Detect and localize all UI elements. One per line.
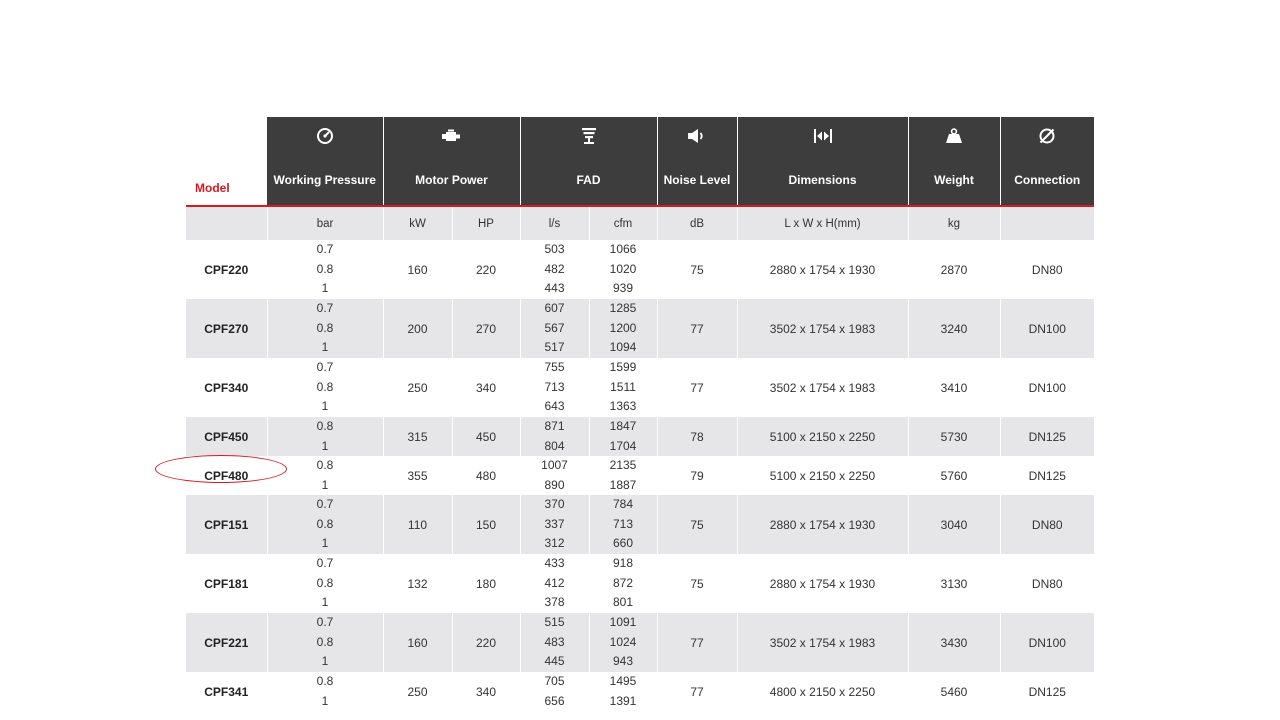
model-cell: CPF340: [204, 380, 249, 395]
fad-ls-cell-value: 503: [544, 242, 565, 257]
fad-ls-cell-value: 1007: [541, 458, 568, 472]
fad-ls-cell: [520, 495, 589, 554]
motor-kw-cell: 315: [383, 417, 452, 456]
pressure-cell-value: 0.7: [316, 497, 334, 512]
fad-ls-cell-value: 370: [544, 497, 565, 512]
fad-ls-cell: [520, 554, 589, 613]
pressure-cell: [267, 672, 383, 711]
motor-kw-cell: 355: [383, 456, 452, 495]
table-row: [186, 240, 1094, 299]
motor-kw-cell: 160: [383, 240, 452, 299]
motor-kw-cell: 200: [383, 299, 452, 358]
noise-cell: 77: [657, 672, 737, 711]
fad-ls-cell: [520, 358, 589, 417]
pressure-cell-value: 0.8: [316, 379, 334, 394]
pressure-cell-value: 1: [321, 438, 329, 453]
fad-ls-cell-value: 755: [544, 360, 565, 375]
weight-cell: 3410: [908, 358, 1000, 417]
pressure-cell: [267, 456, 383, 495]
table-row: [186, 456, 1094, 495]
header-label-row: [186, 155, 1094, 206]
connection-cell: DN100: [1000, 613, 1094, 672]
motor-icon: [383, 117, 520, 155]
fad-cfm-cell: [589, 240, 657, 299]
noise-cell: 75: [657, 554, 737, 613]
model-cell: CPF450: [186, 417, 267, 456]
motor-hp-cell: 450: [452, 417, 520, 456]
fad-ls-cell-value: 483: [544, 634, 565, 649]
pressure-cell-value: 1: [321, 399, 329, 414]
weight-cell: 3240: [908, 299, 1000, 358]
pressure-cell: [267, 358, 383, 417]
model-cell: CPF181: [204, 576, 249, 591]
noise-cell: 78: [657, 417, 737, 456]
fad-cfm-cell: [589, 299, 657, 358]
fad-ls-cell-value: 705: [544, 674, 565, 688]
table-row: [186, 495, 1094, 554]
motor-hp-cell: 220: [452, 240, 520, 299]
pressure-cell-value: 1: [321, 477, 329, 492]
fad-cfm-cell-value: 784: [612, 497, 634, 512]
fad-cfm-cell-value: 1020: [609, 261, 637, 276]
pressure-cell-value: 0.8: [316, 320, 334, 335]
dimensions-cell: 3502 x 1754 x 1983: [737, 299, 908, 358]
fad-ls-cell-value: 433: [544, 556, 565, 571]
fad-cfm-cell-value: 918: [612, 556, 634, 571]
dimensions-header: Dimensions: [737, 155, 908, 206]
dimensions-cell: 2880 x 1754 x 1930: [737, 495, 908, 554]
icon-row-spacer: [186, 117, 267, 155]
noise-cell: 77: [657, 613, 737, 672]
table-body: [186, 240, 1094, 711]
motor-hp-cell: 270: [452, 299, 520, 358]
connection-cell: DN125: [1000, 417, 1094, 456]
fad-cfm-cell: [589, 358, 657, 417]
fad-cfm-cell: [589, 417, 657, 456]
table-row: [186, 417, 1094, 456]
fad-ls-cell-value: 412: [544, 575, 565, 590]
dimensions-cell: 3502 x 1754 x 1983: [737, 613, 908, 672]
fad-cfm-cell-value: 1200: [609, 320, 637, 335]
fad-ls-cell-value: 337: [544, 516, 565, 531]
fad-cfm-cell: [589, 495, 657, 554]
motor-hp-cell: 220: [452, 613, 520, 672]
noise-cell: 75: [657, 495, 737, 554]
pressure-cell: [267, 240, 383, 299]
fad-cfm-cell-value: 1066: [609, 242, 637, 257]
connection-cell: DN80: [1000, 495, 1094, 554]
fad-cfm-cell-value: 1847: [609, 419, 637, 433]
weight-icon: [908, 117, 1000, 155]
connection-cell: DN100: [1000, 299, 1094, 358]
unit-motor-kw: kW: [383, 206, 452, 240]
fad-ls-cell: [520, 613, 589, 672]
spec-table: [186, 117, 1094, 711]
speaker-icon: [657, 117, 737, 155]
dimensions-cell: 3502 x 1754 x 1983: [737, 358, 908, 417]
fad-ls-cell-value: 515: [544, 615, 565, 630]
units-row: [186, 206, 1094, 240]
connection-header: Connection: [1000, 155, 1094, 206]
pressure-cell-value: 0.8: [316, 419, 334, 433]
fad-ls-cell: [520, 417, 589, 456]
diameter-icon: [1000, 117, 1094, 155]
fad-cfm-cell: [589, 672, 657, 711]
fad-ls-cell-value: 443: [544, 281, 565, 296]
pressure-cell-value: 1: [321, 693, 329, 708]
fad-cfm-cell-value: 1704: [609, 438, 637, 453]
unit-pressure: bar: [267, 206, 383, 240]
motor-hp-cell: 340: [452, 672, 520, 711]
fad-header: FAD: [520, 155, 657, 206]
pressure-cell-value: 0.8: [316, 575, 334, 590]
pressure-cell: [267, 495, 383, 554]
fad-cfm-cell-value: 943: [612, 654, 634, 669]
weight-cell: 3430: [908, 613, 1000, 672]
pressure-cell-value: 1: [321, 536, 329, 551]
unit-motor-hp: HP: [452, 206, 520, 240]
pressure-cell-value: 0.7: [316, 242, 334, 257]
motor-kw-cell: 250: [383, 358, 452, 417]
noise-cell: 75: [657, 240, 737, 299]
fad-ls-cell: [520, 456, 589, 495]
pressure-cell-value: 0.7: [316, 360, 334, 375]
fad-ls-cell-value: 643: [544, 399, 565, 414]
dimensions-icon: [737, 117, 908, 155]
model-cell: CPF151: [186, 495, 267, 554]
connection-cell: DN80: [1000, 554, 1094, 613]
fad-cfm-cell-value: 1285: [609, 301, 637, 316]
fad-ls-cell-value: 567: [544, 320, 565, 335]
fad-cfm-cell: [589, 613, 657, 672]
fad-ls-cell-value: 378: [544, 595, 565, 610]
pressure-cell-value: 0.7: [316, 301, 334, 316]
model-cell: CPF480: [204, 468, 249, 483]
table-row: [186, 672, 1094, 711]
fad-ls-cell-value: 871: [544, 419, 565, 433]
fad-cfm-cell-value: 1363: [609, 399, 637, 414]
pressure-cell-value: 0.7: [316, 556, 334, 571]
noise-cell: 77: [657, 358, 737, 417]
noise-cell: 79: [657, 456, 737, 495]
pressure-cell: [267, 613, 383, 672]
table-row: [186, 554, 1094, 613]
pressure-cell-value: 0.8: [316, 458, 334, 472]
fad-cfm-cell-value: 1391: [609, 693, 637, 708]
icon-row: [186, 117, 1094, 155]
connection-cell: DN100: [1000, 358, 1094, 417]
pressure-cell-value: 0.8: [316, 634, 334, 649]
dimensions-cell: 5100 x 2150 x 2250: [737, 417, 908, 456]
noise-cell: 77: [657, 299, 737, 358]
fad-ls-cell: [520, 240, 589, 299]
fad-ls-cell-value: 656: [544, 693, 565, 708]
dimensions-cell: 5100 x 2150 x 2250: [737, 456, 908, 495]
gauge-icon: [267, 117, 383, 155]
fad-ls-cell: [520, 299, 589, 358]
motor-kw-cell: 160: [383, 613, 452, 672]
fad-ls-cell-value: 804: [544, 438, 565, 453]
table-row: [186, 613, 1094, 672]
fad-cfm-cell-value: 713: [612, 516, 634, 531]
pressure-cell-value: 1: [321, 340, 329, 355]
connection-cell: DN80: [1000, 240, 1094, 299]
table-row: [186, 358, 1094, 417]
connection-cell: DN125: [1000, 456, 1094, 495]
model-column-header: Model: [186, 155, 267, 206]
pressure-cell-value: 1: [321, 281, 329, 296]
fad-cfm-cell-value: 1887: [609, 477, 637, 492]
table-row: [186, 299, 1094, 358]
unit-weight: kg: [908, 206, 1000, 240]
model-cell: CPF221: [186, 613, 267, 672]
motor-hp-cell: 150: [452, 495, 520, 554]
unit-fad-ls: l/s: [520, 206, 589, 240]
fad-ls-cell-value: 312: [544, 536, 565, 551]
fad-cfm-cell-value: 1495: [609, 674, 637, 688]
weight-cell: 3130: [908, 554, 1000, 613]
fad-cfm-cell-value: 1599: [609, 360, 637, 375]
pressure-cell-value: 1: [321, 654, 329, 669]
fad-cfm-cell-value: 801: [612, 595, 634, 610]
weight-cell: 5730: [908, 417, 1000, 456]
weight-cell: 5760: [908, 456, 1000, 495]
connection-cell: DN125: [1000, 672, 1094, 711]
weight-header: Weight: [908, 155, 1000, 206]
unit-model-blank: [186, 206, 267, 240]
pressure-cell-value: 0.8: [316, 516, 334, 531]
fad-ls-cell-value: 890: [544, 477, 565, 492]
pressure-cell-value: 0.8: [316, 261, 334, 276]
fad-cfm-cell-value: 2135: [609, 458, 637, 472]
fad-ls-cell-value: 482: [544, 261, 565, 276]
fad-cfm-cell-value: 872: [612, 575, 634, 590]
pressure-cell: [267, 299, 383, 358]
pressure-cell-value: 0.7: [316, 615, 334, 630]
fad-cfm-cell-value: 660: [612, 536, 634, 551]
motor-hp-cell: 480: [452, 456, 520, 495]
model-cell: CPF220: [204, 262, 249, 277]
dimensions-cell: 2880 x 1754 x 1930: [737, 240, 908, 299]
fad-cfm-cell-value: 1091: [609, 615, 637, 630]
airflow-icon: [520, 117, 657, 155]
unit-noise: dB: [657, 206, 737, 240]
weight-cell: 3040: [908, 495, 1000, 554]
motor-hp-cell: 180: [452, 554, 520, 613]
motor-power-header: Motor Power: [383, 155, 520, 206]
motor-kw-cell: 132: [383, 554, 452, 613]
pressure-cell: [267, 417, 383, 456]
fad-ls-cell-value: 713: [544, 379, 565, 394]
working-pressure-header: Working Pressure: [267, 155, 383, 206]
weight-cell: 2870: [908, 240, 1000, 299]
fad-cfm-cell-value: 1511: [610, 379, 636, 394]
fad-cfm-cell-value: 1094: [609, 340, 637, 355]
fad-cfm-cell: [589, 554, 657, 613]
fad-cfm-cell-value: 1024: [609, 634, 637, 649]
unit-fad-cfm: cfm: [589, 206, 657, 240]
model-cell: CPF270: [186, 299, 267, 358]
fad-ls-cell-value: 607: [544, 301, 565, 316]
dimensions-cell: 2880 x 1754 x 1930: [737, 554, 908, 613]
pressure-cell-value: 1: [321, 595, 329, 610]
weight-cell: 5460: [908, 672, 1000, 711]
fad-ls-cell: [520, 672, 589, 711]
fad-cfm-cell-value: 939: [612, 281, 634, 296]
unit-dimensions: L x W x H(mm): [737, 206, 908, 240]
model-cell: CPF341: [204, 684, 249, 699]
noise-level-header: Noise Level: [657, 155, 737, 206]
motor-hp-cell: 340: [452, 358, 520, 417]
pressure-cell: [267, 554, 383, 613]
motor-kw-cell: 250: [383, 672, 452, 711]
dimensions-cell: 4800 x 2150 x 2250: [737, 672, 908, 711]
fad-cfm-cell: [589, 456, 657, 495]
fad-ls-cell-value: 517: [544, 340, 565, 355]
unit-connection: [1000, 206, 1094, 240]
motor-kw-cell: 110: [383, 495, 452, 554]
pressure-cell-value: 0.8: [316, 674, 334, 688]
fad-ls-cell-value: 445: [544, 654, 565, 669]
